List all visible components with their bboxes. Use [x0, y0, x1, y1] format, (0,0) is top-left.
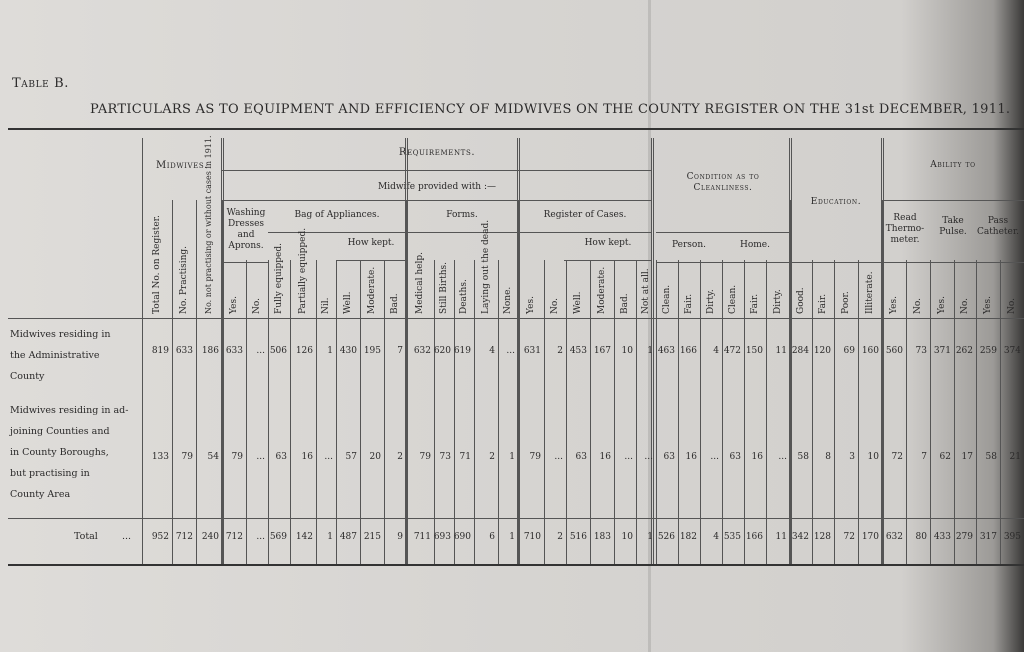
header-register: Register of Cases.	[543, 210, 627, 220]
table-cell: 487	[339, 532, 357, 542]
table-cell: 633	[175, 346, 193, 356]
header-bag: Bag of Appliances.	[294, 210, 380, 220]
table-cell: 262	[955, 346, 973, 356]
table-cell: 11	[775, 532, 787, 542]
row-label: County Area	[10, 489, 71, 500]
table-cell: 317	[979, 532, 997, 542]
table-cell: 79	[529, 452, 541, 462]
rule-under-washing	[222, 262, 268, 263]
table-cell: 1	[509, 532, 515, 542]
table-cell: 10	[621, 346, 633, 356]
column-heading: Not at all.	[641, 268, 651, 314]
header-register-how-kept: How kept.	[584, 238, 632, 248]
table-cell: 10	[867, 452, 879, 462]
header-pass-catheter: Pass Catheter.	[976, 216, 1020, 237]
column-heading: Clean.	[662, 284, 672, 314]
column-heading: No.	[913, 298, 923, 314]
column-heading: Well.	[343, 291, 353, 314]
column-heading: No.	[550, 298, 560, 314]
table-cell: 54	[207, 452, 219, 462]
row-label: County	[10, 371, 45, 382]
column-heading: Yes.	[526, 296, 536, 314]
rule-under-bag-how-kept	[336, 260, 406, 261]
table-cell: 80	[915, 532, 927, 542]
header-home: Home.	[740, 240, 770, 250]
table-cell: 6	[489, 532, 495, 542]
table-cell: 633	[225, 346, 243, 356]
column-heading: Yes.	[229, 296, 239, 314]
table-cell: 10	[621, 532, 633, 542]
table-cell: ...	[324, 452, 333, 462]
table-cell: 69	[843, 346, 855, 356]
column-heading: No. Practising.	[179, 245, 189, 314]
column-heading: Moderate.	[597, 266, 607, 314]
table-cell: 430	[339, 346, 357, 356]
table-cell: 17	[961, 452, 973, 462]
table-cell: 535	[723, 532, 741, 542]
column-heading: No.	[252, 298, 262, 314]
header-washing: Washing Dresses and Aprons.	[226, 208, 266, 251]
rule-under-requirements	[222, 170, 652, 171]
table-cell: 16	[685, 452, 697, 462]
table-cell: ...	[256, 452, 265, 462]
rule-under-register	[518, 232, 652, 233]
header-condition: Condition as to Cleanliness.	[686, 172, 760, 193]
rule-under-column-heads	[8, 318, 1024, 319]
table-cell: 16	[751, 452, 763, 462]
table-cell: 1	[647, 532, 653, 542]
row-label: Midwives residing in ad-	[10, 405, 129, 416]
column-heading: Fair.	[750, 293, 760, 314]
table-cell: 182	[679, 532, 697, 542]
table-cell: 463	[657, 346, 675, 356]
table-cell: 4	[489, 346, 495, 356]
column-heading: Bad.	[620, 293, 630, 314]
column-heading: No. not practising or without cases in 1911.	[204, 135, 213, 314]
table-cell: 240	[201, 532, 219, 542]
column-heading: Illiterate.	[865, 271, 875, 314]
table-cell: 79	[181, 452, 193, 462]
table-cell: 279	[955, 532, 973, 542]
table-cell: 2	[397, 452, 403, 462]
table-cell: ...	[506, 346, 515, 356]
column-heading: Nil.	[321, 297, 331, 314]
column-heading: Fully equipped.	[274, 243, 284, 314]
table-cell: ...	[554, 452, 563, 462]
column-heading: Yes.	[983, 296, 993, 314]
table-cell: 133	[151, 452, 169, 462]
table-cell: 1	[647, 346, 653, 356]
table-cell: 690	[453, 532, 471, 542]
table-cell: 259	[979, 346, 997, 356]
column-heading: Good.	[796, 287, 806, 314]
rule-under-bag	[268, 232, 406, 233]
table-cell: 2	[557, 532, 563, 542]
table-cell: 712	[175, 532, 193, 542]
table-cell: 72	[843, 532, 855, 542]
table-cell: 63	[729, 452, 741, 462]
table-cell: 73	[439, 452, 451, 462]
row-label: the Administrative	[10, 350, 100, 361]
row-label: but practising in	[10, 468, 90, 479]
table-cell: 20	[369, 452, 381, 462]
table-cell: 126	[295, 346, 313, 356]
table-cell: 560	[885, 346, 903, 356]
table-cell: 433	[933, 532, 951, 542]
header-requirements: Requirements.	[398, 147, 476, 158]
column-heading: Yes.	[937, 296, 947, 314]
table-cell: ...	[710, 452, 719, 462]
table-cell: ...	[256, 346, 265, 356]
table-cell: 7	[921, 452, 927, 462]
table-cell: ...	[624, 452, 633, 462]
column-heading: No.	[1007, 298, 1017, 314]
table-cell: 4	[713, 346, 719, 356]
table-cell: 619	[453, 346, 471, 356]
table-cell: 506	[269, 346, 287, 356]
table-cell: 71	[459, 452, 471, 462]
table-cell: 632	[885, 532, 903, 542]
table-cell: 1	[509, 452, 515, 462]
column-heading: No.	[960, 298, 970, 314]
rule-under-ability	[882, 200, 1024, 201]
table-cell: 16	[301, 452, 313, 462]
header-education: Education.	[810, 197, 862, 207]
table-cell: 4	[713, 532, 719, 542]
column-heading: Still Births.	[439, 262, 449, 314]
table-cell: 166	[745, 532, 763, 542]
column-heading: Medical help.	[415, 252, 425, 314]
table-cell: 631	[523, 346, 541, 356]
table-cell: 142	[295, 532, 313, 542]
column-heading: Well.	[573, 291, 583, 314]
header-forms: Forms.	[446, 210, 478, 220]
table-cell: 710	[523, 532, 541, 542]
column-heading: Fair.	[684, 293, 694, 314]
rule-under-provided	[222, 200, 652, 201]
table-cell: 128	[813, 532, 831, 542]
header-read-thermometer: Read Thermo-meter.	[885, 213, 925, 245]
header-person: Person.	[672, 240, 706, 250]
table-cell: 183	[593, 532, 611, 542]
bottom-rule	[8, 564, 1024, 566]
table-cell: 952	[151, 532, 169, 542]
table-cell: 526	[657, 532, 675, 542]
total-label: Total	[74, 531, 98, 542]
column-heading: Deaths.	[459, 279, 469, 314]
table-cell: 16	[599, 452, 611, 462]
table-cell: 166	[679, 346, 697, 356]
table-cell: 73	[915, 346, 927, 356]
table-cell: 57	[345, 452, 357, 462]
rule-under-condition	[656, 232, 790, 233]
table-cell: 712	[225, 532, 243, 542]
table-cell: 3	[849, 452, 855, 462]
table-cell: 21	[1009, 452, 1021, 462]
table-cell: 342	[791, 532, 809, 542]
column-rule	[172, 200, 173, 564]
table-cell: 453	[569, 346, 587, 356]
table-cell: 374	[1003, 346, 1021, 356]
table-cell: 167	[593, 346, 611, 356]
table-cell: 150	[745, 346, 763, 356]
column-heading: Total No. on Register.	[152, 215, 162, 314]
table-cell: 120	[813, 346, 831, 356]
table-cell: 472	[723, 346, 741, 356]
header-take-pulse: Take Pulse.	[939, 216, 967, 237]
table-cell: 9	[397, 532, 403, 542]
rule-under-register-how-kept	[564, 260, 652, 261]
table-cell: 58	[797, 452, 809, 462]
header-midwife-provided: Midwife provided with :—	[378, 182, 496, 192]
rule-under-subheads	[656, 262, 1024, 263]
table-cell: 8	[825, 452, 831, 462]
column-heading: Bad.	[390, 293, 400, 314]
table-cell: 2	[557, 346, 563, 356]
table-cell: 819	[151, 346, 169, 356]
table-title: PARTICULARS AS TO EQUIPMENT AND EFFICIENCY OF MIDWIVES ON THE COUNTY REGISTER ON THE 31st DECEMBER, 1911.	[90, 102, 1011, 117]
table-cell: 215	[363, 532, 381, 542]
table-label: Table B.	[12, 76, 69, 91]
row-label: in County Boroughs,	[10, 447, 109, 458]
top-rule	[8, 128, 1024, 130]
table-cell: 1	[327, 346, 333, 356]
table-cell: 371	[933, 346, 951, 356]
table-cell: 63	[575, 452, 587, 462]
row-label: joining Counties and	[10, 426, 110, 437]
column-heading: Partially equipped.	[298, 227, 308, 314]
table-cell: 693	[433, 532, 451, 542]
table-cell: 79	[231, 452, 243, 462]
column-heading: Dirty.	[706, 289, 716, 314]
table-cell: 160	[861, 346, 879, 356]
column-heading: Poor.	[841, 291, 851, 314]
header-ability: Ability to	[930, 160, 976, 170]
table-cell: 195	[363, 346, 381, 356]
table-cell: 58	[985, 452, 997, 462]
column-heading: Fair.	[818, 293, 828, 314]
table-cell: 63	[663, 452, 675, 462]
table-cell: ...	[256, 532, 265, 542]
table-cell: 711	[413, 532, 431, 542]
table-cell: ...	[644, 452, 653, 462]
table-cell: 72	[891, 452, 903, 462]
column-heading: Laying out the dead.	[481, 219, 491, 314]
column-heading: Dirty.	[773, 289, 783, 314]
table-cell: 2	[489, 452, 495, 462]
table-cell: 620	[433, 346, 451, 356]
table-cell: 1	[327, 532, 333, 542]
column-rule	[196, 200, 197, 564]
table-cell: ...	[778, 452, 787, 462]
rule-under-forms	[406, 232, 518, 233]
header-midwives: Midwives.	[155, 160, 209, 171]
table-cell: 395	[1003, 532, 1021, 542]
header-bag-how-kept: How kept.	[347, 238, 395, 248]
table-cell: 516	[569, 532, 587, 542]
column-heading: Yes.	[889, 296, 899, 314]
column-heading: Clean.	[728, 284, 738, 314]
column-heading: Moderate.	[367, 266, 377, 314]
table-cell: 632	[413, 346, 431, 356]
total-dots: ...	[122, 531, 132, 542]
table-cell: 79	[419, 452, 431, 462]
table-cell: 63	[275, 452, 287, 462]
table-cell: 11	[775, 346, 787, 356]
table-cell: 62	[939, 452, 951, 462]
column-heading: None.	[503, 286, 513, 314]
table-cell: 569	[269, 532, 287, 542]
row-label: Midwives residing in	[10, 329, 111, 340]
rule-above-total	[8, 518, 1024, 519]
table-cell: 7	[397, 346, 403, 356]
table-cell: 284	[791, 346, 809, 356]
table-cell: 186	[201, 346, 219, 356]
table-cell: 170	[861, 532, 879, 542]
